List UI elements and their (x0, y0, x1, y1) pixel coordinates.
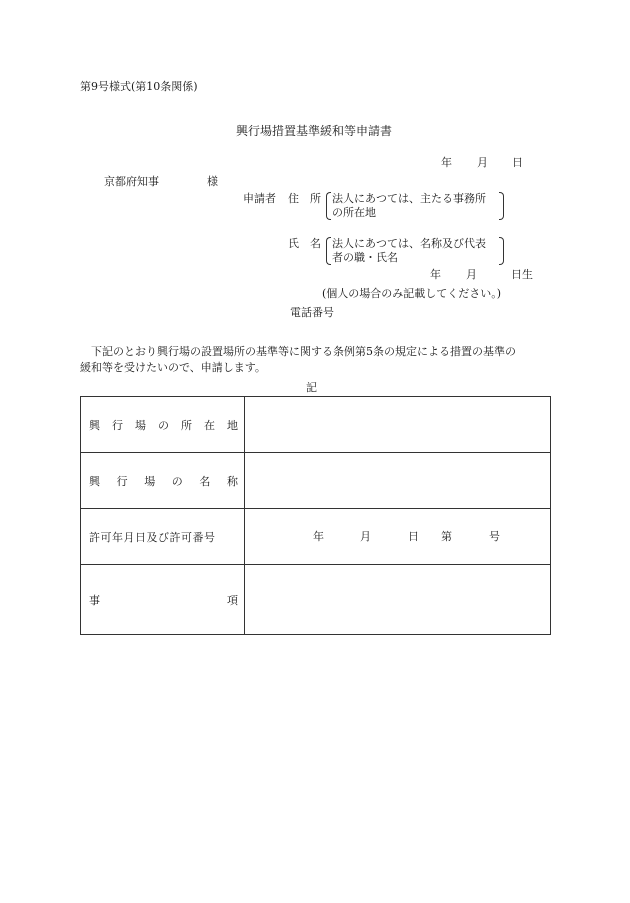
application-table (80, 396, 551, 635)
matters-label (81, 565, 245, 635)
birth-month: 月 (466, 268, 477, 281)
venue-name-field[interactable] (245, 453, 551, 509)
form-number: 第9号様式(第10条関係) (80, 80, 198, 93)
birth-note: (個人の場合のみ記載してください。) (322, 287, 502, 300)
permit-number-suffix: 号 (489, 529, 500, 543)
permit-number-prefix: 第 (441, 529, 452, 543)
venue-name-label-char: 行 (116, 474, 128, 488)
address-bracket-left (326, 192, 331, 220)
location-label-char: 場 (135, 418, 146, 432)
permit-month: 月 (360, 529, 371, 543)
name-bracket-left (326, 237, 331, 265)
location-label-char: 興 (89, 418, 100, 432)
permit-field[interactable] (245, 509, 551, 565)
location-label-char: 在 (204, 418, 215, 432)
venue-name-label-char: 場 (144, 474, 156, 488)
location-label-char: の (158, 418, 169, 432)
birth-day: 日生 (511, 268, 533, 281)
location-field[interactable] (245, 397, 551, 453)
name-bracket-right (499, 237, 504, 265)
permit-label-text: 許可年月日及び許可番号 (89, 530, 216, 544)
addressee-name: 京都府知事 (104, 175, 159, 188)
address-label: 住 所 (288, 192, 321, 205)
permit-label (81, 509, 245, 565)
location-label-char: 所 (181, 418, 192, 432)
matters-label-char: 項 (227, 593, 238, 607)
phone-label: 電話番号 (290, 306, 334, 319)
location-label-char: 行 (112, 418, 123, 432)
date-year: 年 (441, 156, 452, 169)
permit-day: 日 (408, 529, 419, 543)
venue-name-label-char: 興 (89, 474, 100, 488)
name-label: 氏 名 (288, 237, 321, 250)
birth-year: 年 (430, 268, 441, 281)
address-note-line2: の所在地 (332, 206, 376, 219)
name-note-line2: 者の職・氏名 (332, 251, 398, 264)
location-label (81, 397, 245, 453)
body-text-line1: 下記のとおり興行場の設置場所の基準等に関する条例第5条の規定による措置の基準の (91, 345, 516, 358)
addressee-honorific: 様 (207, 175, 218, 188)
venue-name-label-char: 名 (199, 474, 211, 488)
table-row-matters (81, 565, 551, 635)
venue-name-label-char: 称 (226, 474, 238, 488)
body-text-line2: 緩和等を受けたいので、申請します。 (80, 361, 266, 374)
table-row-permit (81, 509, 551, 565)
permit-year: 年 (313, 529, 324, 543)
venue-name-label (81, 453, 245, 509)
applicant-label: 申請者 (243, 192, 276, 205)
document-title: 興行場措置基準緩和等申請書 (236, 124, 393, 138)
name-note-line1: 法人にあつては、名称及び代表 (332, 237, 486, 250)
address-bracket-right (499, 192, 504, 220)
date-month: 月 (477, 156, 488, 169)
ki-heading: 記 (306, 381, 317, 394)
table-row-name (81, 453, 551, 509)
location-label-char: 地 (227, 418, 238, 432)
venue-name-label-char: の (171, 474, 183, 488)
date-day: 日 (512, 156, 523, 169)
address-note-line1: 法人にあつては、主たる事務所 (332, 192, 486, 205)
matters-label-char: 事 (89, 593, 100, 607)
table-row-location (81, 397, 551, 453)
matters-field[interactable] (245, 565, 551, 635)
